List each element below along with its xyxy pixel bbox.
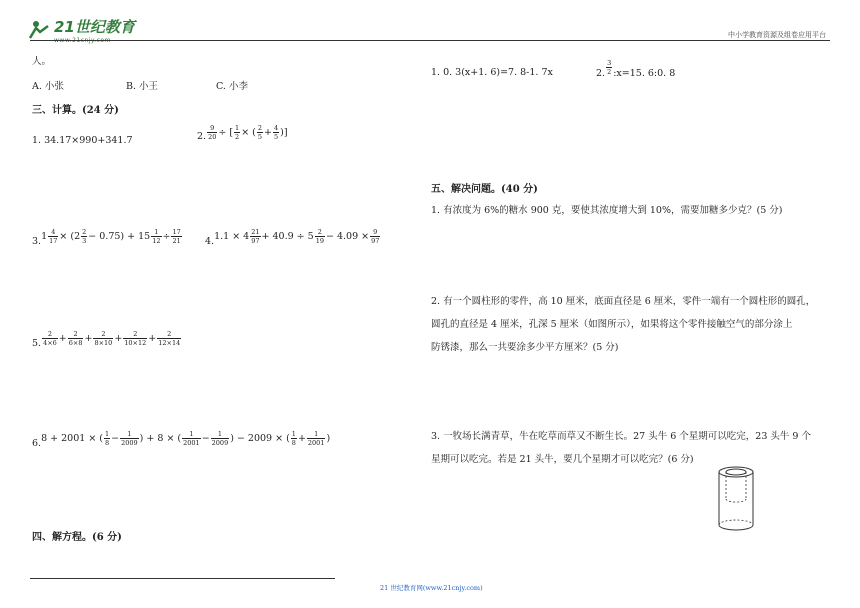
problem-2-line-3: 防锈漆，那么一共要涂多少平方厘米？(5 分) <box>431 342 619 353</box>
calc-q3: 3. 1 $\frac{4}{17}$ × (2 $\frac{2}{3}$ − 0.75) + 15 $\frac{1}{12}$ ÷ $\frac{17}{21}$ <box>32 227 181 247</box>
calc-q5: 5. $\frac{2}{4\times 6}$ + $\frac{2}{6\times 8}$ + $\frac{2}{8\times 10}$ + $\frac{2}{10\times 12}$ + $\frac{2}{12\times 14}$ <box>32 329 181 349</box>
calc-q6-number: 6. <box>32 438 42 449</box>
equation-2-rest: :x=15. 6:0. 8 <box>613 68 676 79</box>
calc-q2: 2. $\frac{9}{20}$ ÷ [ $\frac{1}{2}$ × ( $\frac{2}{5}$ + $\frac{4}{5}$ )] <box>197 123 288 142</box>
previous-question-tail: 人。 <box>32 56 52 67</box>
logo-text: 21世纪教育 <box>54 18 135 36</box>
problem-3-line-1: 3. 一牧场长满青草，牛在吃草而草又不断生长。27 头牛 6 个星期可以吃完，23 头牛 9 个 <box>431 431 811 442</box>
cylinder-figure <box>712 465 760 535</box>
footer-site-link[interactable]: 21 世纪教育网(www.21cnjy.com) <box>380 584 483 592</box>
problem-2-line-1: 2. 有一个圆柱形的零件，高 10 厘米，底面直径是 6 厘米，零件一端有一个圆柱形的圆孔， <box>431 296 816 307</box>
equation-2 <box>596 56 675 79</box>
problem-3-line-2: 星期可以吃完。若是 21 头牛，要几个星期才可以吃完？(6 分) <box>431 454 694 465</box>
logo-icon <box>28 20 50 40</box>
option-c: C. 小李 <box>216 81 248 92</box>
calc-q3-number: 3. <box>32 236 42 247</box>
section-4-title: 四、解方程。(6 分) <box>32 532 122 543</box>
equation-2-number: 2. <box>596 68 606 79</box>
header-platform-name: 中小学教育资源及组卷应用平台 <box>728 31 826 39</box>
section-3-title: 三、计算。(24 分) <box>32 105 119 116</box>
calc-q5-number: 5. <box>32 338 42 349</box>
footer-divider <box>30 578 335 579</box>
equation-2-numerator: 3 <box>607 58 612 67</box>
equation-1: 1. 0. 3(x+1. 6)=7. 8-1. 7x <box>431 67 553 78</box>
calc-q2-number: 2. <box>197 131 207 142</box>
calc-q4: 4. 1.1 × 4 $\frac{21}{97}$ + 40.9 ÷ 5 $\frac{2}{19}$ − 4.09 × $\frac{9}{97}$ <box>205 227 380 247</box>
problem-1: 1. 有浓度为 6%的糖水 900 克，要使其浓度增大到 10%，需要加糖多少克？(5 分) <box>431 205 783 216</box>
option-b: B. 小王 <box>126 81 159 92</box>
calc-q6: 6. 8 + 2001 × ( $\frac{1}{8}$ − $\frac{1}{2009}$ ) + 8 × ( $\frac{1}{2001}$ − $\frac{1}{2009}$ ) − 2009 × ( $\frac{1}{8}$ + $\frac{1}{2001}$ ) <box>32 429 331 449</box>
option-a: A. 小张 <box>32 81 64 92</box>
section-5-title: 五、解决问题。(40 分) <box>431 184 538 195</box>
problem-2-line-2: 圆孔的直径是 4 厘米，孔深 5 厘米（如图所示），如果将这个零件接触空气的部分涂上 <box>431 319 793 330</box>
equation-2-denominator: 2 <box>607 68 612 76</box>
header-divider <box>30 40 830 41</box>
calc-q4-number: 4. <box>205 236 215 247</box>
calc-q1: 1. 34.17×990+341.7 <box>32 135 133 146</box>
